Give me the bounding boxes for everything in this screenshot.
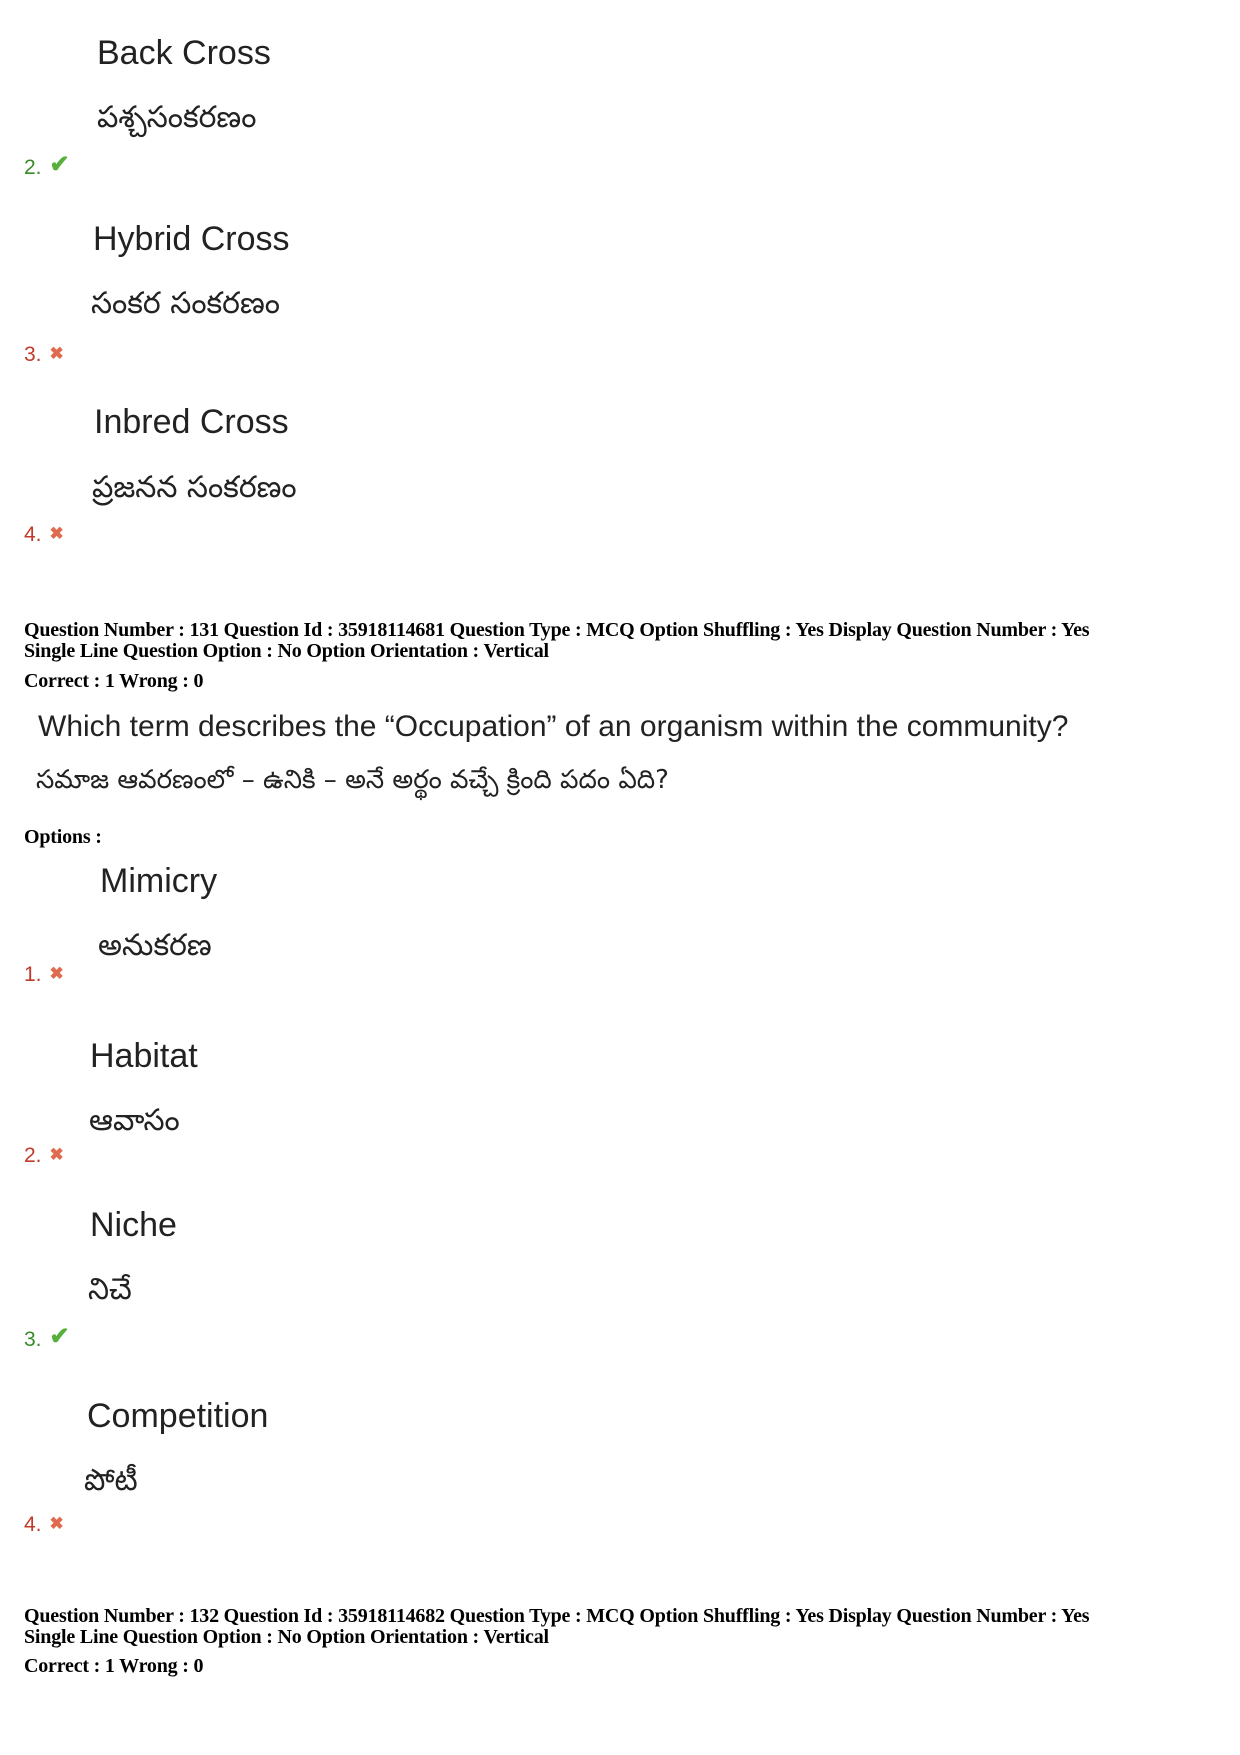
- cross-icon: ✖: [49, 1145, 64, 1164]
- option-number: 2. ✔: [24, 151, 70, 179]
- option-text-te: పశ్చసంకరణం: [97, 100, 257, 135]
- option-text-en: Mimicry: [100, 862, 218, 900]
- option-number: 3. ✖: [24, 343, 64, 366]
- option-text-te: పోటీ: [84, 1463, 138, 1498]
- cross-icon: ✖: [49, 1514, 64, 1533]
- cross-icon: ✖: [49, 524, 64, 543]
- option-text-en: Inbred Cross: [94, 403, 289, 441]
- question-text-te: సమాజ ఆవరణంలో – ఉనికి – అనే అర్థం వచ్చే క్రింది పదం ఏది?: [36, 765, 669, 795]
- question-meta-line2: Single Line Question Option : No Option Orientation : Vertical: [24, 640, 549, 662]
- options-label: Options :: [24, 826, 102, 848]
- option-text-en: Back Cross: [97, 34, 271, 72]
- option-text-te: ఆవాసం: [89, 1103, 180, 1138]
- option-text-en: Niche: [90, 1206, 177, 1244]
- check-icon: ✔: [49, 151, 70, 178]
- cross-icon: ✖: [49, 344, 64, 363]
- option-text-te: ప్రజనన సంకరణం: [92, 470, 297, 505]
- option-number: 3. ✔: [24, 1323, 70, 1351]
- option-text-te: నిచే: [88, 1272, 132, 1307]
- question-meta-line1: Question Number : 132 Question Id : 35918114682 Question Type : MCQ Option Shuffling : Yes Display Question Number : Yes: [24, 1605, 1090, 1627]
- option-number: 4. ✖: [24, 523, 64, 546]
- option-text-en: Hybrid Cross: [93, 220, 290, 258]
- check-icon: ✔: [49, 1323, 70, 1350]
- question-marks: Correct : 1 Wrong : 0: [24, 1655, 204, 1677]
- option-text-te: అనుకరణ: [98, 928, 212, 963]
- question-meta-line2: Single Line Question Option : No Option Orientation : Vertical: [24, 1626, 549, 1648]
- question-text-en: Which term describes the “Occupation” of an organism within the community?: [38, 710, 1069, 743]
- option-number: 4. ✖: [24, 1513, 64, 1536]
- question-marks: Correct : 1 Wrong : 0: [24, 670, 204, 692]
- option-text-en: Habitat: [90, 1037, 198, 1075]
- cross-icon: ✖: [49, 964, 64, 983]
- option-number: 1. ✖: [24, 963, 64, 986]
- question-meta-line1: Question Number : 131 Question Id : 35918114681 Question Type : MCQ Option Shuffling : Yes Display Question Number : Yes: [24, 619, 1090, 641]
- option-number: 2. ✖: [24, 1144, 64, 1167]
- option-text-en: Competition: [87, 1397, 269, 1435]
- option-text-te: సంకర సంకరణం: [91, 286, 280, 321]
